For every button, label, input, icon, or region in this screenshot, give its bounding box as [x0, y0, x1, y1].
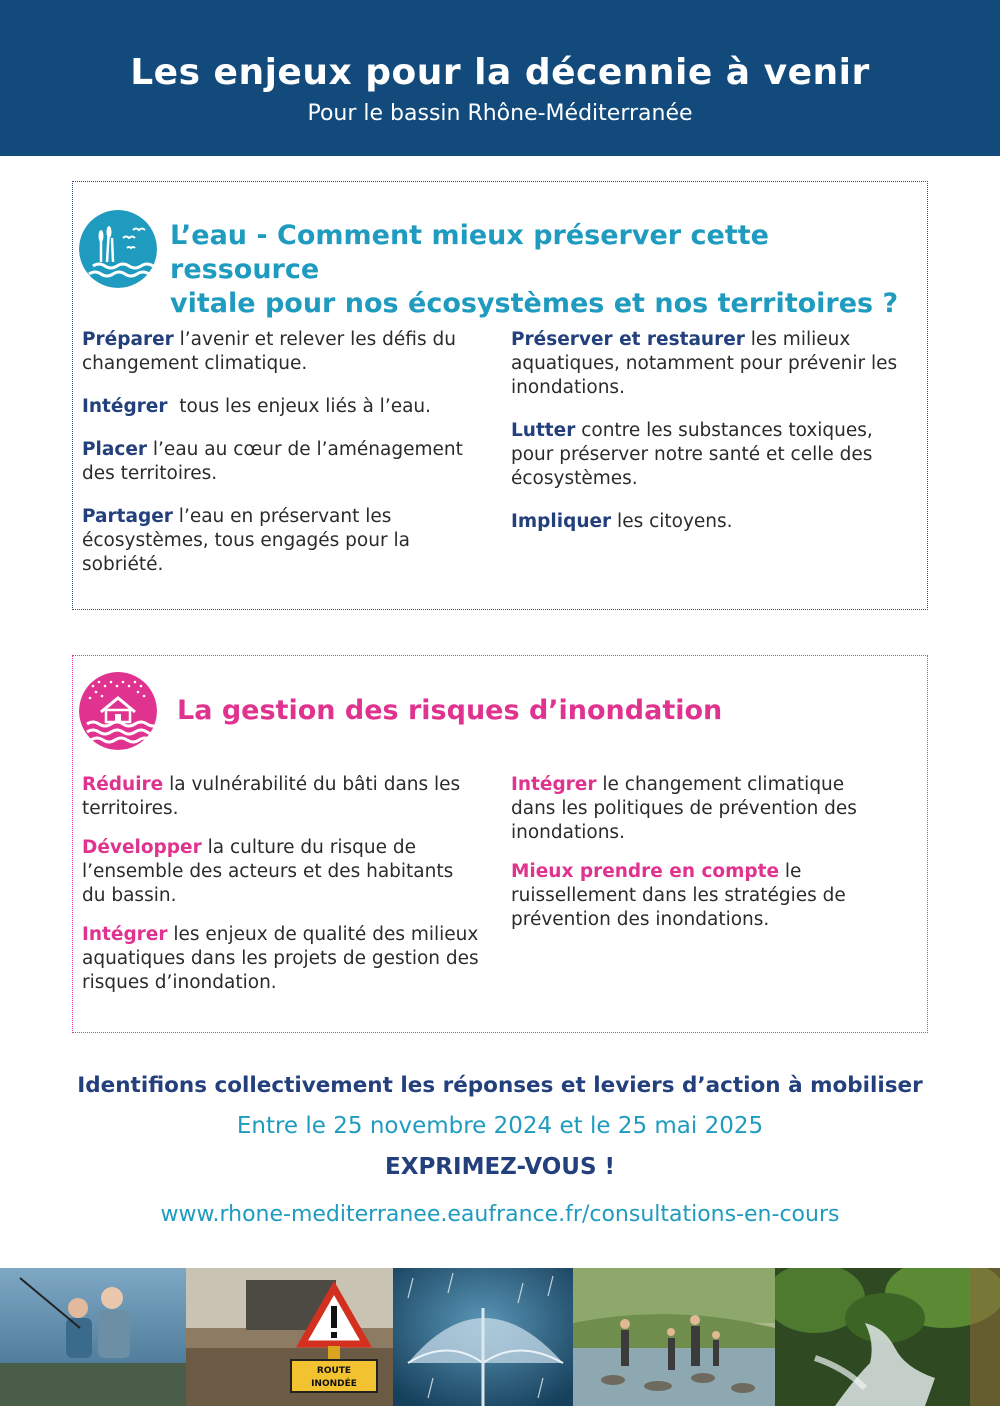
- umbrella-rain-photo: [393, 1268, 573, 1406]
- list-item: Intégrer les enjeux de qualité des milieux aquatiques dans les projets de gestion des risques d’inondation.: [82, 924, 479, 993]
- flood-road-sign-photo: [186, 1268, 393, 1406]
- list-item: Mieux prendre en compte le ruissellement dans les stratégies de prévention des inondations.: [511, 861, 846, 930]
- list-item: Réduire la vulnérabilité du bâti dans les territoires.: [82, 774, 461, 819]
- page-title: Les enjeux pour la décennie à venir: [130, 52, 870, 93]
- fishing-photo: [0, 1268, 186, 1406]
- flood-section-title: La gestion des risques d’inondation: [177, 695, 723, 726]
- water-reeds-birds-icon: [79, 210, 157, 288]
- water-right-column: [511, 328, 916, 553]
- list-item: Lutter contre les substances toxiques, pour préserver notre santé et celle des écosystèmes.: [511, 420, 873, 489]
- list-item: Développer la culture du risque de l’ensemble des acteurs et des habitants du bassin.: [82, 837, 454, 906]
- flood-right-column: [511, 773, 916, 947]
- waterfall-forest-photo: [775, 1268, 1000, 1406]
- list-item: Intégrer tous les enjeux liés à l’eau.: [82, 396, 432, 417]
- list-item: Préparer l’avenir et relever les défis du changement climatique.: [82, 329, 456, 374]
- water-left-column: [82, 328, 487, 596]
- header-banner: [0, 0, 1000, 156]
- flood-section: [72, 655, 928, 1033]
- photo-strip: [0, 1268, 1000, 1406]
- consultation-link[interactable]: www.rhone-mediterranee.eaufrance.fr/consultations-en-cours: [160, 1202, 840, 1227]
- page-subtitle: Pour le bassin Rhône-Méditerranée: [307, 101, 693, 126]
- list-item: Partager l’eau en préservant les écosystèmes, tous engagés pour la sobriété.: [82, 506, 410, 575]
- cta-dates: Entre le 25 novembre 2024 et le 25 mai 2025: [236, 1113, 764, 1139]
- flood-left-column: [82, 773, 487, 1010]
- sign-text-inondee: INONDÉE: [311, 1379, 357, 1389]
- water-section: [72, 181, 928, 610]
- water-section-title: L’eau - Comment mieux préserver cette ressource vitale pour nos écosystèmes et nos territoires ?: [170, 220, 899, 319]
- cta-headline: Identifions collectivement les réponses et leviers d’action à mobiliser: [77, 1073, 923, 1098]
- flooded-house-icon: [79, 672, 157, 750]
- family-river-photo: [573, 1268, 775, 1406]
- cta-call: EXPRIMEZ-VOUS !: [385, 1154, 615, 1180]
- sign-text-route: ROUTE: [316, 1366, 352, 1376]
- list-item: Placer l’eau au cœur de l’aménagement des territoires.: [82, 439, 463, 484]
- list-item: Préserver et restaurer les milieux aquatiques, notamment pour prévenir les inondations.: [511, 329, 898, 398]
- list-item: Intégrer le changement climatique dans les politiques de prévention des inondations.: [511, 774, 857, 843]
- list-item: Impliquer les citoyens.: [511, 511, 733, 532]
